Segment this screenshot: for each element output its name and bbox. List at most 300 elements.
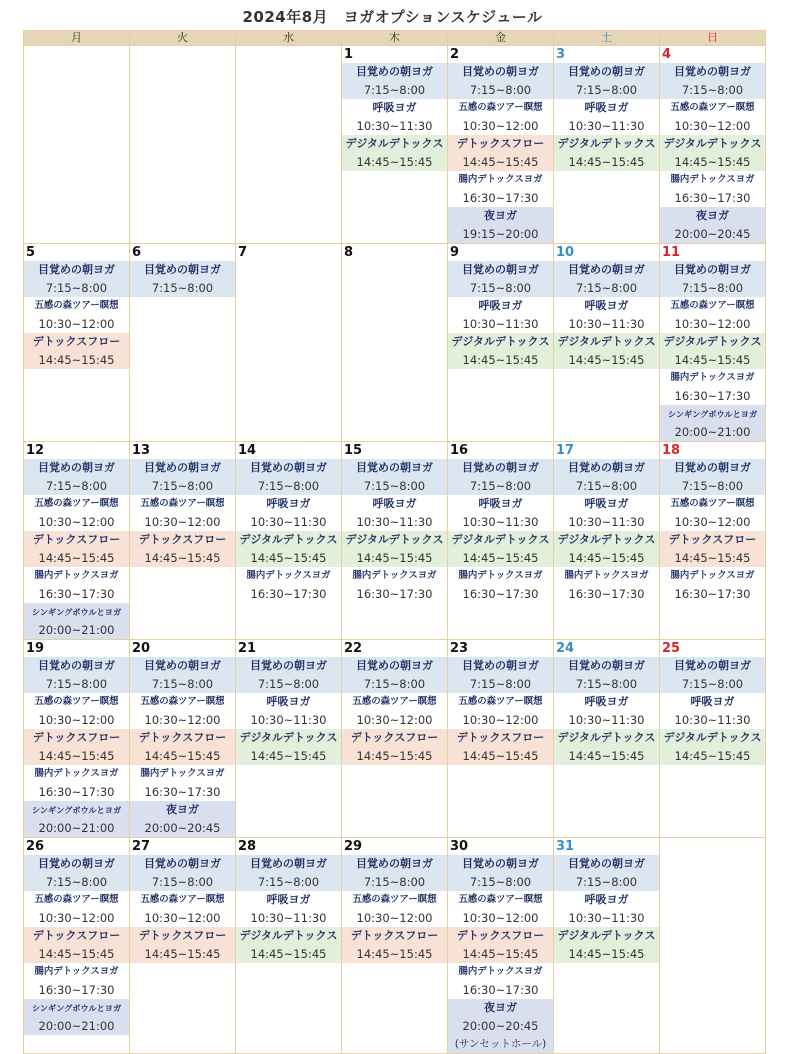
class-time: 14:45~15:45 xyxy=(462,947,539,961)
class-time: 14:45~15:45 xyxy=(38,749,115,763)
class-time: 7:15~8:00 xyxy=(151,875,214,889)
class-name: 目覚めの朝ヨガ xyxy=(568,65,645,78)
class-time: 14:45~15:45 xyxy=(674,551,751,565)
day-number: 11 xyxy=(662,245,681,260)
class-time: 7:15~8:00 xyxy=(257,479,320,493)
class-time: 7:15~8:00 xyxy=(151,479,214,493)
class-name: 腸内デトックスヨガ xyxy=(34,966,119,977)
class-name: デトックスフロー xyxy=(668,533,757,546)
class-name: 目覚めの朝ヨガ xyxy=(674,461,751,474)
class-time: 7:15~8:00 xyxy=(45,875,108,889)
empty-day-cell xyxy=(130,46,236,244)
day-cell xyxy=(554,640,660,838)
class-entry xyxy=(448,333,553,369)
weekday-header: 日 xyxy=(660,31,766,46)
class-name: 呼吸ヨガ xyxy=(478,497,523,510)
class-time: 14:45~15:45 xyxy=(356,551,433,565)
class-entry xyxy=(660,261,765,297)
day-cell xyxy=(130,442,236,640)
class-time: 7:15~8:00 xyxy=(469,281,532,295)
class-name: 夜ヨガ xyxy=(484,209,517,222)
class-entry xyxy=(24,801,129,837)
day-number: 12 xyxy=(26,443,45,458)
class-entry xyxy=(554,297,659,333)
class-time: 14:45~15:45 xyxy=(462,353,539,367)
class-entry xyxy=(342,567,447,603)
class-name: シンギングボウルとヨガ xyxy=(667,409,758,419)
class-name: 五感の森ツアー瞑想 xyxy=(34,300,119,311)
week-row xyxy=(24,442,766,640)
class-name: デトックスフロー xyxy=(32,929,121,942)
class-name: 腸内デトックスヨガ xyxy=(34,570,119,581)
class-time: 16:30~17:30 xyxy=(674,191,751,205)
class-entry xyxy=(448,657,553,693)
class-entry xyxy=(660,297,765,333)
class-time: 14:45~15:45 xyxy=(38,551,115,565)
class-name: デジタルデトックス xyxy=(557,533,656,546)
class-time: 16:30~17:30 xyxy=(462,983,539,997)
class-time: 10:30~12:00 xyxy=(38,515,115,529)
class-time: 10:30~12:00 xyxy=(462,119,539,133)
day-cell xyxy=(448,838,554,1054)
class-time: 7:15~8:00 xyxy=(575,83,638,97)
class-time: 7:15~8:00 xyxy=(681,479,744,493)
class-time: 14:45~15:45 xyxy=(568,155,645,169)
class-entry xyxy=(448,693,553,729)
class-entry xyxy=(342,657,447,693)
class-entry xyxy=(236,459,341,495)
day-cell xyxy=(554,244,660,442)
day-cell xyxy=(236,442,342,640)
class-name: 目覚めの朝ヨガ xyxy=(38,857,115,870)
class-name: 呼吸ヨガ xyxy=(584,695,629,708)
day-cell xyxy=(660,442,766,640)
class-entry xyxy=(130,891,235,927)
day-cell xyxy=(342,244,448,442)
class-name: 目覚めの朝ヨガ xyxy=(568,263,645,276)
class-time: 7:15~8:00 xyxy=(575,677,638,691)
class-time: 14:45~15:45 xyxy=(38,353,115,367)
class-time: 14:45~15:45 xyxy=(356,155,433,169)
day-cell xyxy=(24,244,130,442)
class-name: デジタルデトックス xyxy=(239,731,338,744)
class-time: 19:15~20:00 xyxy=(462,227,539,241)
class-name: デトックスフロー xyxy=(456,929,545,942)
class-time: 7:15~8:00 xyxy=(363,83,426,97)
class-name: 目覚めの朝ヨガ xyxy=(38,461,115,474)
class-time: 10:30~11:30 xyxy=(356,119,433,133)
class-name: 目覚めの朝ヨガ xyxy=(144,263,221,276)
day-number: 14 xyxy=(238,443,257,458)
weekday-header: 水 xyxy=(236,31,342,46)
day-cell xyxy=(660,244,766,442)
day-number: 7 xyxy=(238,245,248,260)
class-entry xyxy=(342,531,447,567)
class-entry xyxy=(130,657,235,693)
class-time: 14:45~15:45 xyxy=(462,551,539,565)
class-entry xyxy=(554,63,659,99)
class-entry xyxy=(448,531,553,567)
class-entry xyxy=(448,459,553,495)
weekday-header: 木 xyxy=(342,31,448,46)
class-name: 五感の森ツアー瞑想 xyxy=(140,894,225,905)
class-time: 7:15~8:00 xyxy=(469,479,532,493)
class-time: 10:30~11:30 xyxy=(568,911,645,925)
day-cell xyxy=(130,244,236,442)
class-entry xyxy=(24,963,129,999)
class-entry xyxy=(660,657,765,693)
class-name: 腸内デトックスヨガ xyxy=(458,570,543,581)
class-time: 20:00~21:00 xyxy=(38,623,115,637)
class-name: デジタルデトックス xyxy=(557,731,656,744)
class-entry xyxy=(24,495,129,531)
class-time: 14:45~15:45 xyxy=(356,947,433,961)
class-entry xyxy=(448,891,553,927)
class-entry xyxy=(24,567,129,603)
class-time: 16:30~17:30 xyxy=(144,785,221,799)
class-name: デジタルデトックス xyxy=(345,533,444,546)
day-number: 25 xyxy=(662,641,681,656)
class-name: 五感の森ツアー瞑想 xyxy=(352,894,437,905)
class-name: 腸内デトックスヨガ xyxy=(564,570,649,581)
day-number: 8 xyxy=(344,245,354,260)
day-number: 28 xyxy=(238,839,257,854)
class-entry xyxy=(448,63,553,99)
class-name: 目覚めの朝ヨガ xyxy=(250,857,327,870)
class-name: 五感の森ツアー瞑想 xyxy=(34,894,119,905)
class-time: 7:15~8:00 xyxy=(257,875,320,889)
class-name: デジタルデトックス xyxy=(239,929,338,942)
class-entry xyxy=(554,135,659,171)
class-entry xyxy=(236,855,341,891)
class-entry xyxy=(660,333,765,369)
class-entry xyxy=(130,765,235,801)
weekday-header: 土 xyxy=(554,31,660,46)
day-number: 1 xyxy=(344,47,354,62)
week-row xyxy=(24,46,766,244)
class-time: 10:30~12:00 xyxy=(38,317,115,331)
class-entry xyxy=(660,531,765,567)
class-entry xyxy=(448,99,553,135)
class-time: 10:30~12:00 xyxy=(356,713,433,727)
class-time: 7:15~8:00 xyxy=(575,875,638,889)
class-name: デトックスフロー xyxy=(138,731,227,744)
class-entry xyxy=(24,891,129,927)
class-time: 16:30~17:30 xyxy=(250,587,327,601)
class-entry xyxy=(24,765,129,801)
class-name: 目覚めの朝ヨガ xyxy=(568,857,645,870)
class-time: 7:15~8:00 xyxy=(45,479,108,493)
class-entry xyxy=(660,567,765,603)
class-name: 目覚めの朝ヨガ xyxy=(674,659,751,672)
class-name: 目覚めの朝ヨガ xyxy=(250,659,327,672)
class-time: 10:30~11:30 xyxy=(250,911,327,925)
class-entry xyxy=(554,99,659,135)
class-time: 16:30~17:30 xyxy=(674,587,751,601)
class-time: 14:45~15:45 xyxy=(462,749,539,763)
day-cell xyxy=(236,640,342,838)
class-entry xyxy=(660,729,765,765)
class-time: 7:15~8:00 xyxy=(257,677,320,691)
calendar-table xyxy=(23,30,766,1054)
class-time: 16:30~17:30 xyxy=(38,785,115,799)
class-time: 10:30~11:30 xyxy=(568,515,645,529)
class-entry xyxy=(448,171,553,207)
calendar-body xyxy=(24,46,766,1054)
class-name: デトックスフロー xyxy=(138,929,227,942)
weekday-header: 金 xyxy=(448,31,554,46)
class-entry xyxy=(554,531,659,567)
day-cell xyxy=(554,442,660,640)
day-number: 10 xyxy=(556,245,575,260)
day-cell xyxy=(448,46,554,244)
day-number: 17 xyxy=(556,443,575,458)
day-number: 30 xyxy=(450,839,469,854)
class-name: 五感の森ツアー瞑想 xyxy=(34,696,119,707)
day-number: 5 xyxy=(26,245,36,260)
class-entry xyxy=(448,999,553,1035)
class-time: 10:30~12:00 xyxy=(144,515,221,529)
class-time: 16:30~17:30 xyxy=(674,389,751,403)
day-cell xyxy=(130,838,236,1054)
class-time: 7:15~8:00 xyxy=(469,83,532,97)
class-time: 14:45~15:45 xyxy=(674,353,751,367)
day-number: 15 xyxy=(344,443,363,458)
class-entry xyxy=(448,567,553,603)
class-time: 10:30~11:30 xyxy=(568,119,645,133)
class-entry xyxy=(130,855,235,891)
class-name: 五感の森ツアー瞑想 xyxy=(458,894,543,905)
day-number: 24 xyxy=(556,641,575,656)
day-number: 19 xyxy=(26,641,45,656)
class-name: 腸内デトックスヨガ xyxy=(458,966,543,977)
class-time: 10:30~12:00 xyxy=(38,911,115,925)
class-name: デトックスフロー xyxy=(350,929,439,942)
class-entry xyxy=(660,207,765,243)
day-cell xyxy=(448,640,554,838)
class-time: 10:30~12:00 xyxy=(144,911,221,925)
day-number: 2 xyxy=(450,47,460,62)
schedule-calendar xyxy=(23,30,766,1054)
class-name: デトックスフロー xyxy=(32,731,121,744)
class-time: 14:45~15:45 xyxy=(568,551,645,565)
class-name: デトックスフロー xyxy=(350,731,439,744)
class-entry xyxy=(130,927,235,963)
class-time: 20:00~21:00 xyxy=(38,1019,115,1033)
class-name: 腸内デトックスヨガ xyxy=(140,768,225,779)
class-name: 呼吸ヨガ xyxy=(478,299,523,312)
class-name: 腸内デトックスヨガ xyxy=(670,570,755,581)
class-entry xyxy=(24,333,129,369)
class-name: デジタルデトックス xyxy=(557,335,656,348)
class-entry xyxy=(24,261,129,297)
day-cell xyxy=(660,46,766,244)
class-entry xyxy=(448,135,553,171)
class-entry xyxy=(342,729,447,765)
class-time: 16:30~17:30 xyxy=(462,191,539,205)
class-name: 目覚めの朝ヨガ xyxy=(144,659,221,672)
class-name: デジタルデトックス xyxy=(663,731,762,744)
class-time: 10:30~11:30 xyxy=(674,713,751,727)
class-entry xyxy=(24,927,129,963)
week-row xyxy=(24,640,766,838)
class-name: 目覚めの朝ヨガ xyxy=(462,857,539,870)
class-entry xyxy=(660,99,765,135)
class-time: 7:15~8:00 xyxy=(681,83,744,97)
empty-day-cell xyxy=(24,46,130,244)
day-cell xyxy=(448,442,554,640)
class-name: 夜ヨガ xyxy=(696,209,729,222)
class-entry xyxy=(554,261,659,297)
class-name: 五感の森ツアー瞑想 xyxy=(140,498,225,509)
class-entry xyxy=(342,855,447,891)
class-entry xyxy=(554,495,659,531)
class-time: 20:00~21:00 xyxy=(38,821,115,835)
class-entry xyxy=(554,693,659,729)
class-entry xyxy=(236,729,341,765)
class-entry xyxy=(130,693,235,729)
location-note: (サンセットホール) xyxy=(448,1035,553,1053)
class-entry xyxy=(448,855,553,891)
class-name: デトックスフロー xyxy=(456,731,545,744)
class-time: 10:30~12:00 xyxy=(674,119,751,133)
class-name: 目覚めの朝ヨガ xyxy=(250,461,327,474)
class-entry xyxy=(554,891,659,927)
class-name: 呼吸ヨガ xyxy=(372,101,417,114)
day-number: 21 xyxy=(238,641,257,656)
class-name: デジタルデトックス xyxy=(451,533,550,546)
class-time: 7:15~8:00 xyxy=(681,281,744,295)
class-entry xyxy=(660,135,765,171)
class-entry xyxy=(130,261,235,297)
day-cell xyxy=(24,640,130,838)
class-name: デトックスフロー xyxy=(32,533,121,546)
class-time: 16:30~17:30 xyxy=(38,587,115,601)
week-row xyxy=(24,244,766,442)
class-time: 14:45~15:45 xyxy=(462,155,539,169)
class-entry xyxy=(130,495,235,531)
class-entry xyxy=(660,693,765,729)
class-name: 夜ヨガ xyxy=(166,803,199,816)
class-name: 目覚めの朝ヨガ xyxy=(356,857,433,870)
class-name: 呼吸ヨガ xyxy=(584,497,629,510)
class-time: 14:45~15:45 xyxy=(568,947,645,961)
class-time: 10:30~11:30 xyxy=(250,713,327,727)
class-entry xyxy=(342,927,447,963)
class-time: 7:15~8:00 xyxy=(45,677,108,691)
day-number: 29 xyxy=(344,839,363,854)
class-entry xyxy=(24,855,129,891)
class-name: デジタルデトックス xyxy=(663,137,762,150)
class-entry xyxy=(236,531,341,567)
class-entry xyxy=(342,693,447,729)
class-entry xyxy=(130,729,235,765)
class-name: 目覚めの朝ヨガ xyxy=(356,659,433,672)
class-time: 14:45~15:45 xyxy=(250,749,327,763)
class-time: 7:15~8:00 xyxy=(469,875,532,889)
weekday-header-row xyxy=(24,31,766,46)
class-name: シンギングボウルとヨガ xyxy=(31,1003,122,1013)
class-time: 7:15~8:00 xyxy=(469,677,532,691)
class-name: 目覚めの朝ヨガ xyxy=(462,65,539,78)
class-name: デジタルデトックス xyxy=(451,335,550,348)
class-time: 10:30~11:30 xyxy=(462,317,539,331)
weekday-header: 火 xyxy=(130,31,236,46)
class-time: 14:45~15:45 xyxy=(144,947,221,961)
class-name: デジタルデトックス xyxy=(345,137,444,150)
day-number: 9 xyxy=(450,245,460,260)
class-name: デジタルデトックス xyxy=(239,533,338,546)
class-name: デジタルデトックス xyxy=(557,929,656,942)
class-name: デトックスフロー xyxy=(32,335,121,348)
class-entry xyxy=(660,63,765,99)
class-entry xyxy=(660,369,765,405)
class-entry xyxy=(130,459,235,495)
class-time: 7:15~8:00 xyxy=(363,875,426,889)
empty-day-cell xyxy=(236,46,342,244)
class-entry xyxy=(130,531,235,567)
class-name: 五感の森ツアー瞑想 xyxy=(352,696,437,707)
class-time: 10:30~11:30 xyxy=(356,515,433,529)
class-entry xyxy=(660,459,765,495)
class-name: 目覚めの朝ヨガ xyxy=(356,65,433,78)
class-name: デジタルデトックス xyxy=(557,137,656,150)
day-number: 26 xyxy=(26,839,45,854)
class-name: 五感の森ツアー瞑想 xyxy=(670,300,755,311)
day-number: 27 xyxy=(132,839,151,854)
class-entry xyxy=(24,603,129,639)
class-name: 五感の森ツアー瞑想 xyxy=(458,102,543,113)
class-entry xyxy=(236,495,341,531)
class-entry xyxy=(554,855,659,891)
day-cell xyxy=(342,640,448,838)
class-entry xyxy=(448,729,553,765)
class-time: 14:45~15:45 xyxy=(674,155,751,169)
class-time: 7:15~8:00 xyxy=(363,479,426,493)
class-name: 目覚めの朝ヨガ xyxy=(462,263,539,276)
class-name: 呼吸ヨガ xyxy=(690,695,735,708)
class-time: 10:30~12:00 xyxy=(144,713,221,727)
class-name: 五感の森ツアー瞑想 xyxy=(140,696,225,707)
class-entry xyxy=(24,531,129,567)
class-time: 7:15~8:00 xyxy=(151,281,214,295)
class-time: 14:45~15:45 xyxy=(674,749,751,763)
class-entry xyxy=(448,963,553,999)
week-row xyxy=(24,838,766,1054)
class-entry xyxy=(554,657,659,693)
day-cell xyxy=(660,640,766,838)
class-name: 目覚めの朝ヨガ xyxy=(674,263,751,276)
class-time: 10:30~12:00 xyxy=(462,713,539,727)
class-entry xyxy=(448,927,553,963)
day-cell xyxy=(236,838,342,1054)
class-name: 目覚めの朝ヨガ xyxy=(38,263,115,276)
class-time: 7:15~8:00 xyxy=(151,677,214,691)
class-name: デトックスフロー xyxy=(456,137,545,150)
class-name: デジタルデトックス xyxy=(663,335,762,348)
class-time: 20:00~20:45 xyxy=(462,1019,539,1033)
class-entry xyxy=(24,657,129,693)
class-entry xyxy=(236,567,341,603)
class-time: 14:45~15:45 xyxy=(38,947,115,961)
page-title: 2024年8月 ヨガオプションスケジュール xyxy=(242,8,543,26)
day-cell xyxy=(448,244,554,442)
class-entry xyxy=(236,657,341,693)
class-time: 10:30~11:30 xyxy=(568,317,645,331)
class-name: 腸内デトックスヨガ xyxy=(352,570,437,581)
class-name: 呼吸ヨガ xyxy=(584,299,629,312)
class-time: 20:00~20:45 xyxy=(144,821,221,835)
